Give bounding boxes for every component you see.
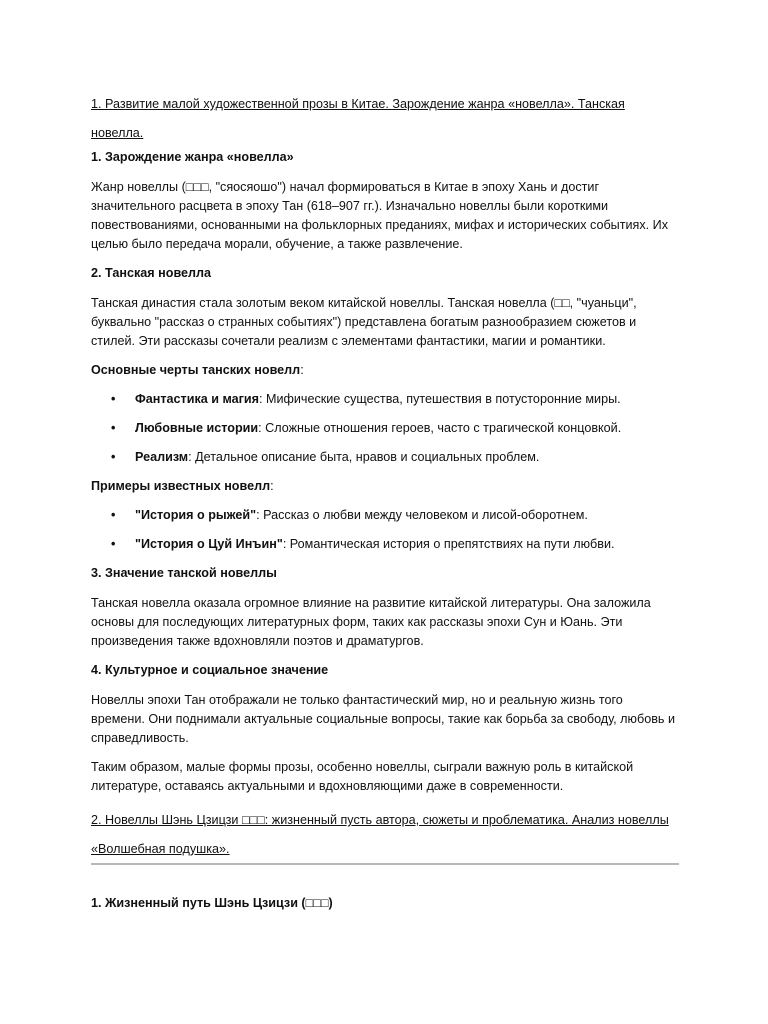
feature-term: Фантастика и магия [135,392,259,406]
features-list [91,390,679,467]
list-item [91,419,679,438]
list-item [91,506,679,525]
feature-term: Любовные истории [135,421,259,435]
horizontal-divider [91,863,679,865]
bullet-icon: • [111,450,116,464]
bullet-icon: • [111,421,116,435]
example-text: : Романтическая история о препятствиях на пути любви. [282,537,615,551]
paragraph-conclusion: Таким образом, малые формы прозы, особенно новеллы, сыграли важную роль в китайской литературе, оставаясь актуальными и вдохновляющими даже в современности. [91,760,634,793]
features-label-colon: : [300,363,304,377]
examples-label-colon: : [270,479,274,493]
heading-significance: 3. Значение танской новеллы [91,566,277,580]
document-page [91,90,679,924]
bullet-icon: • [111,537,116,551]
heading-genre-origin: 1. Зарождение жанра «новелла» [91,150,294,164]
example-term: "История о рыжей" [135,508,257,522]
paragraph-genre-origin: Жанр новеллы (□□□, "сяосяошо") начал формироваться в Китае в эпоху Хань и достиг значительного расцвета в эпоху Тан (618–907 гг.). Изначально новеллы были короткими повествованиями, основанными на фольклорных преданиях, мифах и исторических событиях. Их целью было передача морали, обучение, а также развлечение. [91,180,668,251]
heading-life-path: 1. Жизненный путь Шэнь Цзицзи (□□□) [91,896,333,910]
heading-tang-novella: 2. Танская новелла [91,266,212,280]
bullet-icon: • [111,392,116,406]
paragraph-cultural-significance: Новеллы эпохи Тан отображали не только фантастический мир, но и реальную жизнь того времени. Они поднимали актуальные социальные вопросы, такие как борьба за свободу, любовь и справедливость. [91,693,675,745]
examples-list [91,506,679,554]
example-term: "История о Цуй Инъин" [135,537,283,551]
feature-text: : Мифические существа, путешествия в потусторонние миры. [258,392,621,406]
heading-cultural-significance: 4. Культурное и социальное значение [91,663,329,677]
paragraph-significance: Танская новелла оказала огромное влияние на развитие китайской литературы. Она заложила основы для последующих литературных форм, таких как рассказы эпохи Сун и Юань. Эти произведения также вдохновляли поэтов и драматургов. [91,596,651,648]
features-label: Основные черты танских новелл [91,363,301,377]
examples-label-line [91,477,679,496]
feature-text: : Сложные отношения героев, часто с трагической концовкой. [258,421,622,435]
list-item [91,535,679,554]
list-item [91,448,679,467]
section-2-heading-link[interactable]: 2. Новеллы Шэнь Цзицзи □□□: жизненный пусть автора, сюжеты и проблематика. Анализ новеллы «Волшебная подушка». [91,813,669,856]
example-text: : Рассказ о любви между человеком и лисой-оборотнем. [256,508,588,522]
section-1-heading-link[interactable]: 1. Развитие малой художественной прозы в Китае. Зарождение жанра «новелла». Танская новелла. [91,97,625,140]
features-label-line [91,361,679,380]
list-item [91,390,679,409]
paragraph-tang-novella: Танская династия стала золотым веком китайской новеллы. Танская новелла (□□, "чуаньци", буквально "рассказ о странных событиях") представлена богатым разнообразием сюжетов и стилей. Эти рассказы сочетали реализм с элементами фантастики, магии и романтики. [91,296,637,348]
feature-text: : Детальное описание быта, нравов и социальных проблем. [188,450,540,464]
feature-term: Реализм [135,450,189,464]
examples-label: Примеры известных новелл [91,479,271,493]
bullet-icon: • [111,508,116,522]
